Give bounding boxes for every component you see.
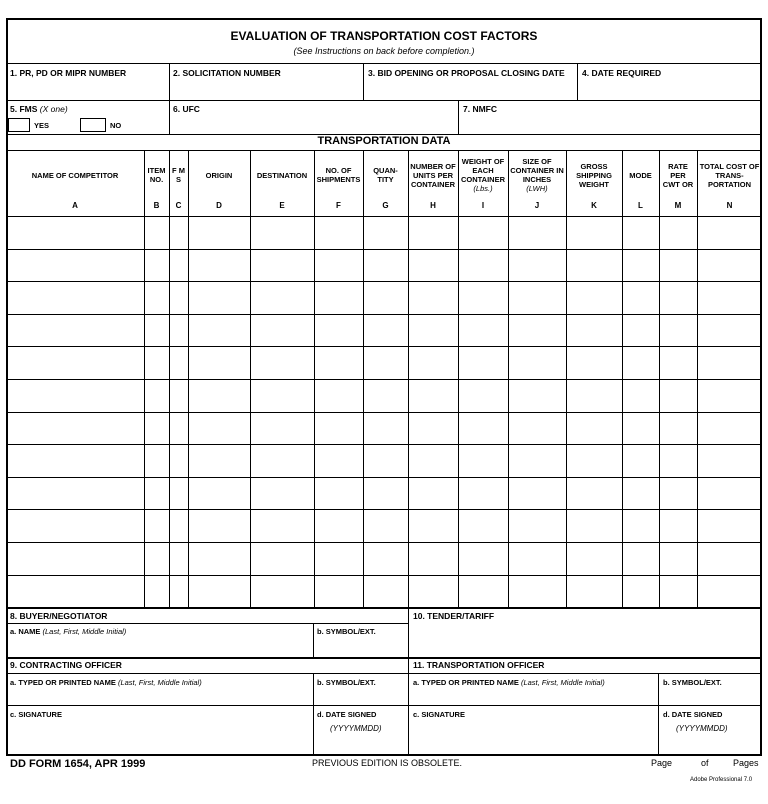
column-header-f [314,151,363,199]
buyer-title: 8. BUYER/NEGOTIATOR [10,611,108,621]
table-cell[interactable] [459,347,507,378]
table-cell[interactable] [623,413,658,443]
co-name-field[interactable] [8,688,310,704]
table-cell[interactable] [660,282,696,313]
bid-opening-date-label: 3. BID OPENING OR PROPOSAL CLOSING DATE [368,68,565,78]
solicitation-number-field[interactable] [171,80,361,98]
table-cell[interactable] [7,413,143,443]
table-cell[interactable] [509,250,565,280]
table-cell[interactable] [145,543,168,574]
table-cell[interactable] [623,380,658,411]
column-header-text: RATE PER CWT OR [662,161,694,189]
table-cell[interactable] [7,510,143,541]
table-cell[interactable] [623,347,658,378]
table-cell[interactable] [660,347,696,378]
table-cell[interactable] [698,250,761,280]
table-cell[interactable] [459,380,507,411]
table-cell[interactable] [623,282,658,313]
column-header-g [363,151,408,199]
table-cell[interactable] [315,478,362,508]
table-cell[interactable] [251,445,313,476]
column-header-note: (Lbs.) [473,184,493,193]
table-cell[interactable] [170,217,187,248]
co-signature-label: c. SIGNATURE [10,710,62,719]
table-cell[interactable] [660,576,696,606]
rule [6,657,762,659]
column-header-text: GROSS SHIPPING WEIGHT [576,161,612,189]
table-cell[interactable] [409,445,457,476]
table-cell[interactable] [170,543,187,574]
table-cell[interactable] [189,315,249,345]
table-cell[interactable] [660,445,696,476]
table-cell[interactable] [459,250,507,280]
table-cell[interactable] [189,380,249,411]
table-cell[interactable] [567,250,621,280]
table-cell[interactable] [7,478,143,508]
column-header-l [622,151,659,199]
divider [458,100,459,134]
fms-yes-checkbox[interactable] [8,118,30,132]
table-cell[interactable] [7,380,143,411]
table-cell[interactable] [315,543,362,574]
column-header-text: NO. OF SHIPMENTS [316,166,361,184]
table-cell[interactable] [698,445,761,476]
table-cell[interactable] [364,510,407,541]
table-cell[interactable] [660,217,696,248]
divider [577,63,578,100]
form-number: DD FORM 1654, APR 1999 [10,758,146,770]
table-cell[interactable] [189,282,249,313]
table-cell[interactable] [364,250,407,280]
table-cell[interactable] [189,478,249,508]
table-cell[interactable] [409,315,457,345]
form-title: EVALUATION OF TRANSPORTATION COST FACTORS [230,29,538,43]
column-header-text: NAME OF COMPETITOR [31,170,119,180]
table-cell[interactable] [567,445,621,476]
table-cell[interactable] [409,282,457,313]
tender-title: 10. TENDER/TARIFF [413,611,495,621]
table-cell[interactable] [567,217,621,248]
nmfc-field[interactable] [460,116,759,133]
table-cell[interactable] [623,315,658,345]
column-letter-f: F [336,201,341,210]
table-cell[interactable] [409,510,457,541]
column-letter-c: C [175,201,182,210]
contracting-officer-title: 9. CONTRACTING OFFICER [10,660,122,670]
solicitation-number-label: 2. SOLICITATION NUMBER [173,68,281,78]
table-cell[interactable] [409,478,457,508]
table-cell[interactable] [364,282,407,313]
transportation-data-title: TRANSPORTATION DATA [317,135,451,147]
column-header-e [250,151,314,199]
table-cell[interactable] [170,510,187,541]
column-letter-b: B [153,201,160,210]
table-cell[interactable] [364,478,407,508]
buyer-symbol-label: b. SYMBOL/EXT. [317,627,376,636]
table-cell[interactable] [189,543,249,574]
table-cell[interactable] [623,250,658,280]
table-cell[interactable] [509,510,565,541]
table-cell[interactable] [170,347,187,378]
table-cell[interactable] [509,380,565,411]
table-cell[interactable] [567,380,621,411]
table-cell[interactable] [251,510,313,541]
column-header-k [566,151,622,199]
table-cell[interactable] [145,478,168,508]
table-cell[interactable] [145,347,168,378]
buyer-name-note: (Last, First, Middle Initial) [42,627,127,636]
table-cell[interactable] [509,413,565,443]
divider [313,623,314,657]
co-name-note: (Last, First, Middle Initial) [117,678,202,687]
table-cell[interactable] [567,282,621,313]
table-cell[interactable] [459,217,507,248]
table-cell[interactable] [189,250,249,280]
table-cell[interactable] [660,380,696,411]
table-cell[interactable] [145,217,168,248]
table-cell[interactable] [364,217,407,248]
table-cell[interactable] [170,413,187,443]
table-cell[interactable] [189,510,249,541]
rule [6,705,762,706]
table-cell[interactable] [567,543,621,574]
column-header-text: QUAN- TITY [373,166,398,184]
table-cell[interactable] [409,543,457,574]
fms-no-label: NO [110,121,122,130]
to-name-note: (Last, First, Middle Initial) [520,678,605,687]
divider [169,100,170,134]
fms-note: (X one) [39,104,68,114]
rule [6,673,762,674]
table-cell[interactable] [251,478,313,508]
co-name-label-text: a. TYPED OR PRINTED NAME [10,678,116,687]
transportation-officer-title: 11. TRANSPORTATION OFFICER [413,660,545,670]
table-cell[interactable] [567,576,621,606]
bid-opening-date-field[interactable] [365,80,575,98]
table-cell[interactable] [251,217,313,248]
rule [6,623,409,624]
fms-yes-label: YES [34,121,50,130]
column-header-a [6,151,144,199]
table-cell[interactable] [7,217,143,248]
to-symbol-field[interactable] [660,688,759,704]
table-cell[interactable] [698,510,761,541]
column-header-m [659,151,697,199]
divider [313,673,314,756]
table-cell[interactable] [7,250,143,280]
table-cell[interactable] [660,543,696,574]
co-signature-field[interactable] [8,720,310,754]
table-cell[interactable] [409,347,457,378]
column-header-text: DESTINATION [256,170,308,180]
to-name-label-text: a. TYPED OR PRINTED NAME [413,678,519,687]
obsolete-notice: PREVIOUS EDITION IS OBSOLETE. [312,758,463,768]
table-cell[interactable] [698,315,761,345]
table-cell[interactable] [409,576,457,606]
table-cell[interactable] [251,282,313,313]
form-subtitle: (See Instructions on back before completion.) [293,46,475,56]
pr-number-label: 1. PR, PD OR MIPR NUMBER [10,68,127,78]
table-cell[interactable] [623,543,658,574]
co-date-field[interactable] [315,736,405,754]
table-cell[interactable] [698,282,761,313]
table-cell[interactable] [567,478,621,508]
to-signature-label: c. SIGNATURE [413,710,465,719]
table-cell[interactable] [660,250,696,280]
table-cell[interactable] [189,576,249,606]
table-cell[interactable] [315,413,362,443]
ufc-field[interactable] [171,116,456,133]
table-cell[interactable] [251,576,313,606]
buyer-name-field[interactable] [8,637,310,655]
table-cell[interactable] [170,478,187,508]
column-header-n [697,151,762,199]
rule [6,607,762,609]
column-header-note: (LWH) [526,184,548,193]
column-header-text: MODE [629,170,652,180]
column-letter-e: E [279,201,285,210]
column-letter-h: H [430,201,436,210]
column-header-text: F M S [172,166,185,184]
table-cell[interactable] [698,217,761,248]
table-cell[interactable] [251,543,313,574]
pages-label: Pages [733,758,759,768]
rule [6,100,762,101]
table-cell[interactable] [251,347,313,378]
table-cell[interactable] [364,347,407,378]
column-letter-d: D [216,201,222,210]
table-cell[interactable] [7,315,143,345]
table-cell[interactable] [315,315,362,345]
table-cell[interactable] [145,250,168,280]
table-cell[interactable] [7,445,143,476]
of-label: of [701,758,709,768]
table-cell[interactable] [145,413,168,443]
co-symbol-field[interactable] [315,688,405,704]
table-cell[interactable] [251,413,313,443]
table-cell[interactable] [623,510,658,541]
table-cell[interactable] [409,380,457,411]
to-name-field[interactable] [410,688,656,704]
column-letter-j: J [534,201,540,210]
divider [658,673,659,756]
column-letter-l: L [638,201,643,210]
table-cell[interactable] [567,315,621,345]
table-cell[interactable] [459,413,507,443]
table-cell[interactable] [623,217,658,248]
table-cell[interactable] [623,478,658,508]
table-cell[interactable] [509,282,565,313]
table-cell[interactable] [315,282,362,313]
table-cell[interactable] [170,315,187,345]
table-cell[interactable] [251,380,313,411]
to-date-note: (YYYYMMDD) [676,724,728,733]
table-cell[interactable] [145,380,168,411]
table-cell[interactable] [145,445,168,476]
table-cell[interactable] [509,543,565,574]
page-label: Page [651,758,673,768]
table-cell[interactable] [170,250,187,280]
table-cell[interactable] [189,445,249,476]
date-required-label: 4. DATE REQUIRED [582,68,662,78]
table-cell[interactable] [170,282,187,313]
rule [6,63,762,64]
table-cell[interactable] [660,315,696,345]
table-cell[interactable] [315,445,362,476]
table-cell[interactable] [189,347,249,378]
table-cell[interactable] [7,543,143,574]
table-cell[interactable] [509,576,565,606]
table-cell[interactable] [623,576,658,606]
table-cell[interactable] [315,250,362,280]
table-cell[interactable] [459,445,507,476]
table-cell[interactable] [315,217,362,248]
buyer-symbol-field[interactable] [315,637,405,655]
table-cell[interactable] [170,445,187,476]
table-cell[interactable] [660,478,696,508]
table-cell[interactable] [145,510,168,541]
table-cell[interactable] [459,543,507,574]
column-header-d [188,151,250,199]
to-signature-field[interactable] [410,720,656,754]
table-cell[interactable] [459,478,507,508]
table-cell[interactable] [315,510,362,541]
table-cell[interactable] [698,347,761,378]
table-cell[interactable] [409,413,457,443]
table-cell[interactable] [409,250,457,280]
table-cell[interactable] [509,445,565,476]
table-cell[interactable] [459,282,507,313]
column-letter-k: K [591,201,597,210]
column-header-b [144,151,169,199]
table-cell[interactable] [364,380,407,411]
table-cell[interactable] [315,380,362,411]
to-date-label: d. DATE SIGNED [663,710,723,719]
table-cell[interactable] [170,576,187,606]
fms-label [10,104,68,114]
table-cell[interactable] [364,576,407,606]
table-cell[interactable] [409,217,457,248]
column-header-c [169,151,188,199]
fms-no-checkbox[interactable] [80,118,106,132]
to-symbol-label: b. SYMBOL/EXT. [663,678,722,687]
column-header-text: TOTAL COST OF TRANS- PORTATION [699,161,760,189]
date-required-field[interactable] [579,80,759,98]
ufc-label: 6. UFC [173,104,200,114]
table-cell[interactable] [459,315,507,345]
table-cell[interactable] [170,380,187,411]
column-header-text: WEIGHT OF EACH CONTAINER [460,157,506,184]
to-date-field[interactable] [660,736,759,754]
fms-label-text: 5. FMS [10,104,38,114]
table-cell[interactable] [660,413,696,443]
column-header-text: ORIGIN [205,170,233,180]
table-cell[interactable] [7,347,143,378]
table-cell[interactable] [660,510,696,541]
table-cell[interactable] [623,445,658,476]
table-cell[interactable] [145,282,168,313]
table-cell[interactable] [698,380,761,411]
column-letter-i: I [481,201,485,210]
buyer-name-label [10,627,126,636]
divider [363,63,364,100]
table-cell[interactable] [698,576,761,606]
nmfc-label: 7. NMFC [463,104,497,114]
table-cell[interactable] [145,576,168,606]
column-letter-a: A [72,201,78,210]
co-name-label [10,678,202,687]
table-cell[interactable] [364,445,407,476]
table-cell[interactable] [189,413,249,443]
table-cell[interactable] [189,217,249,248]
column-header-text: SIZE OF CONTAINER IN INCHES [510,157,564,184]
table-cell[interactable] [7,576,143,606]
table-cell[interactable] [698,543,761,574]
column-letter-g: G [382,201,389,210]
co-date-label: d. DATE SIGNED [317,710,377,719]
table-cell[interactable] [509,217,565,248]
table-cell[interactable] [567,347,621,378]
co-symbol-label: b. SYMBOL/EXT. [317,678,376,687]
divider [169,63,170,100]
table-cell[interactable] [7,282,143,313]
table-cell[interactable] [364,315,407,345]
column-header-h [408,151,458,199]
table-cell[interactable] [509,347,565,378]
column-header-text: ITEM NO. [147,166,166,184]
pr-number-field[interactable] [8,80,166,98]
buyer-name-label-text: a. NAME [10,627,41,636]
table-cell[interactable] [698,478,761,508]
table-cell[interactable] [567,510,621,541]
co-date-note: (YYYYMMDD) [330,724,382,733]
software-note: Adobe Professional 7.0 [690,777,753,783]
table-cell[interactable] [364,543,407,574]
table-cell[interactable] [145,315,168,345]
column-header-text: NUMBER OF UNITS PER CONTAINER [410,161,456,189]
table-cell[interactable] [459,576,507,606]
table-cell[interactable] [251,315,313,345]
table-cell[interactable] [251,250,313,280]
table-cell[interactable] [315,347,362,378]
table-cell[interactable] [509,478,565,508]
table-cell[interactable] [459,510,507,541]
table-cell[interactable] [364,413,407,443]
to-name-label [413,678,605,687]
divider [408,607,409,756]
table-cell[interactable] [698,413,761,443]
tender-field[interactable] [410,624,759,656]
table-cell[interactable] [509,315,565,345]
column-letter-n: N [726,201,733,210]
column-header-i [458,151,508,199]
table-cell[interactable] [567,413,621,443]
table-cell[interactable] [315,576,362,606]
column-letter-m: M [674,201,682,210]
column-header-j [508,151,566,199]
